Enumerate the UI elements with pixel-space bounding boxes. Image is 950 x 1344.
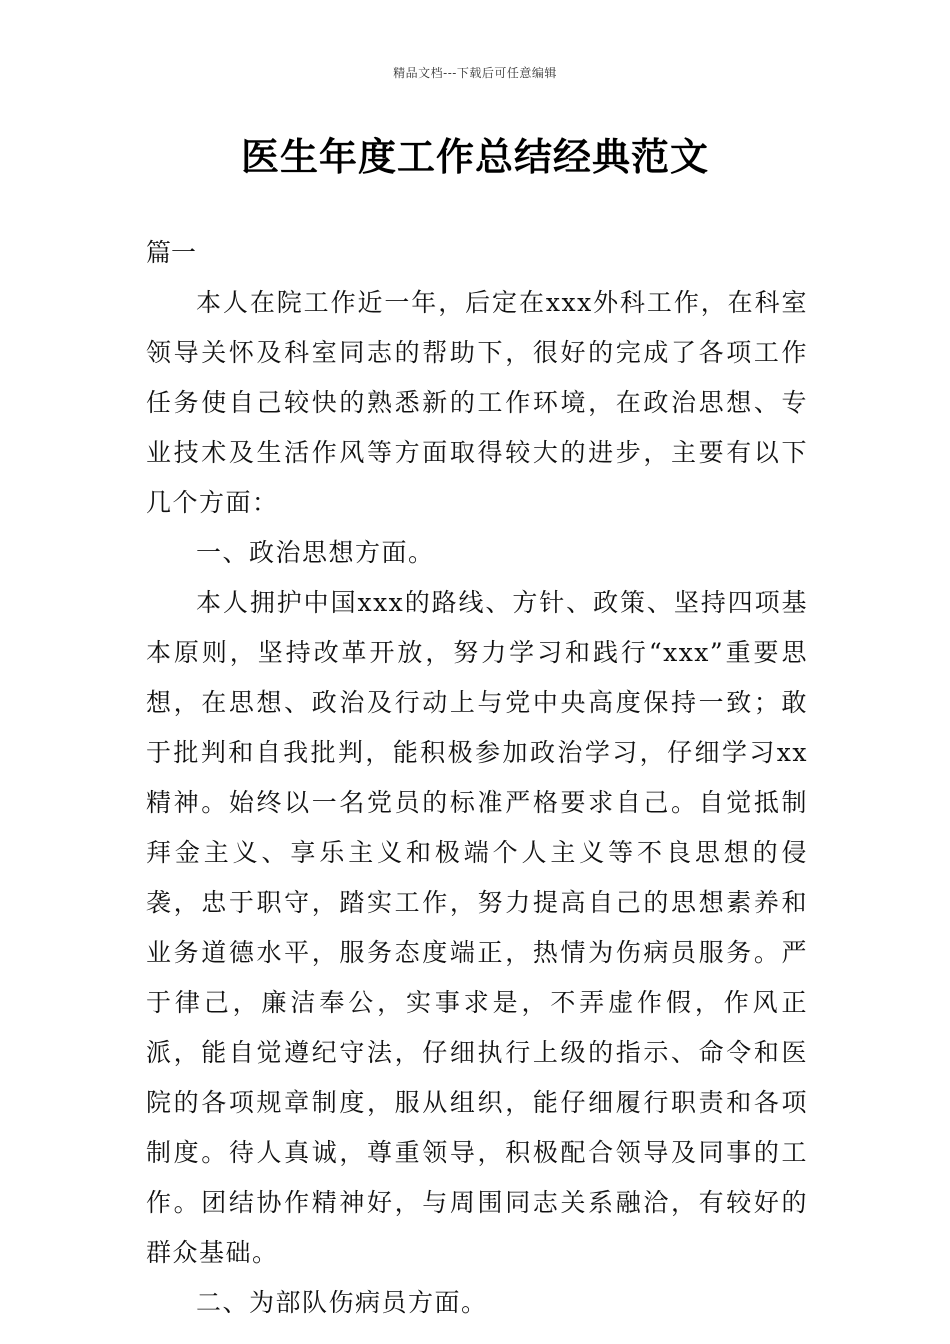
heading-political-thought: 一、政治思想方面。 (196, 538, 435, 567)
header-note: 精品文档---下载后可任意编辑 (393, 66, 557, 80)
document-title: 医生年度工作总结经典范文 (240, 135, 709, 179)
document-body (146, 228, 808, 1328)
section-label: 篇一 (146, 238, 197, 267)
paragraph-intro: 本人在院工作近一年，后定在xxx外科工作，在科室领导关怀及科室同志的帮助下，很好的完成了各项工作任务使自己较快的熟悉新的工作环境，在政治思想、专业技术及生活作风等方面取得较大的进步，主要有以下几个方面： (146, 288, 808, 517)
paragraph-political-thought: 本人拥护中国xxx的路线、方针、政策、坚持四项基本原则，坚持改革开放，努力学习和践行“xxx”重要思想，在思想、政治及行动上与党中央高度保持一致；敢于批判和自我批判，能积极参加政治学习，仔细学习xx精神。始终以一名党员的标准严格要求自己。自觉抵制拜金主义、享乐主义和极端个人主义等不良思想的侵袭，忠于职守，踏实工作，努力提高自己的思想素养和业务道德水平，服务态度端正，热情为伤病员服务。严于律己，廉洁奉公，实事求是，不弄虚作假，作风正派，能自觉遵纪守法，仔细执行上级的指示、命令和医院的各项规章制度，服从组织，能仔细履行职责和各项制度。待人真诚，尊重领导，积极配合领导及同事的工作。团结协作精神好，与周围同志关系融洽，有较好的群众基础。 (146, 588, 808, 1267)
heading-serving-patients: 二、为部队伤病员方面。 (196, 1288, 488, 1317)
